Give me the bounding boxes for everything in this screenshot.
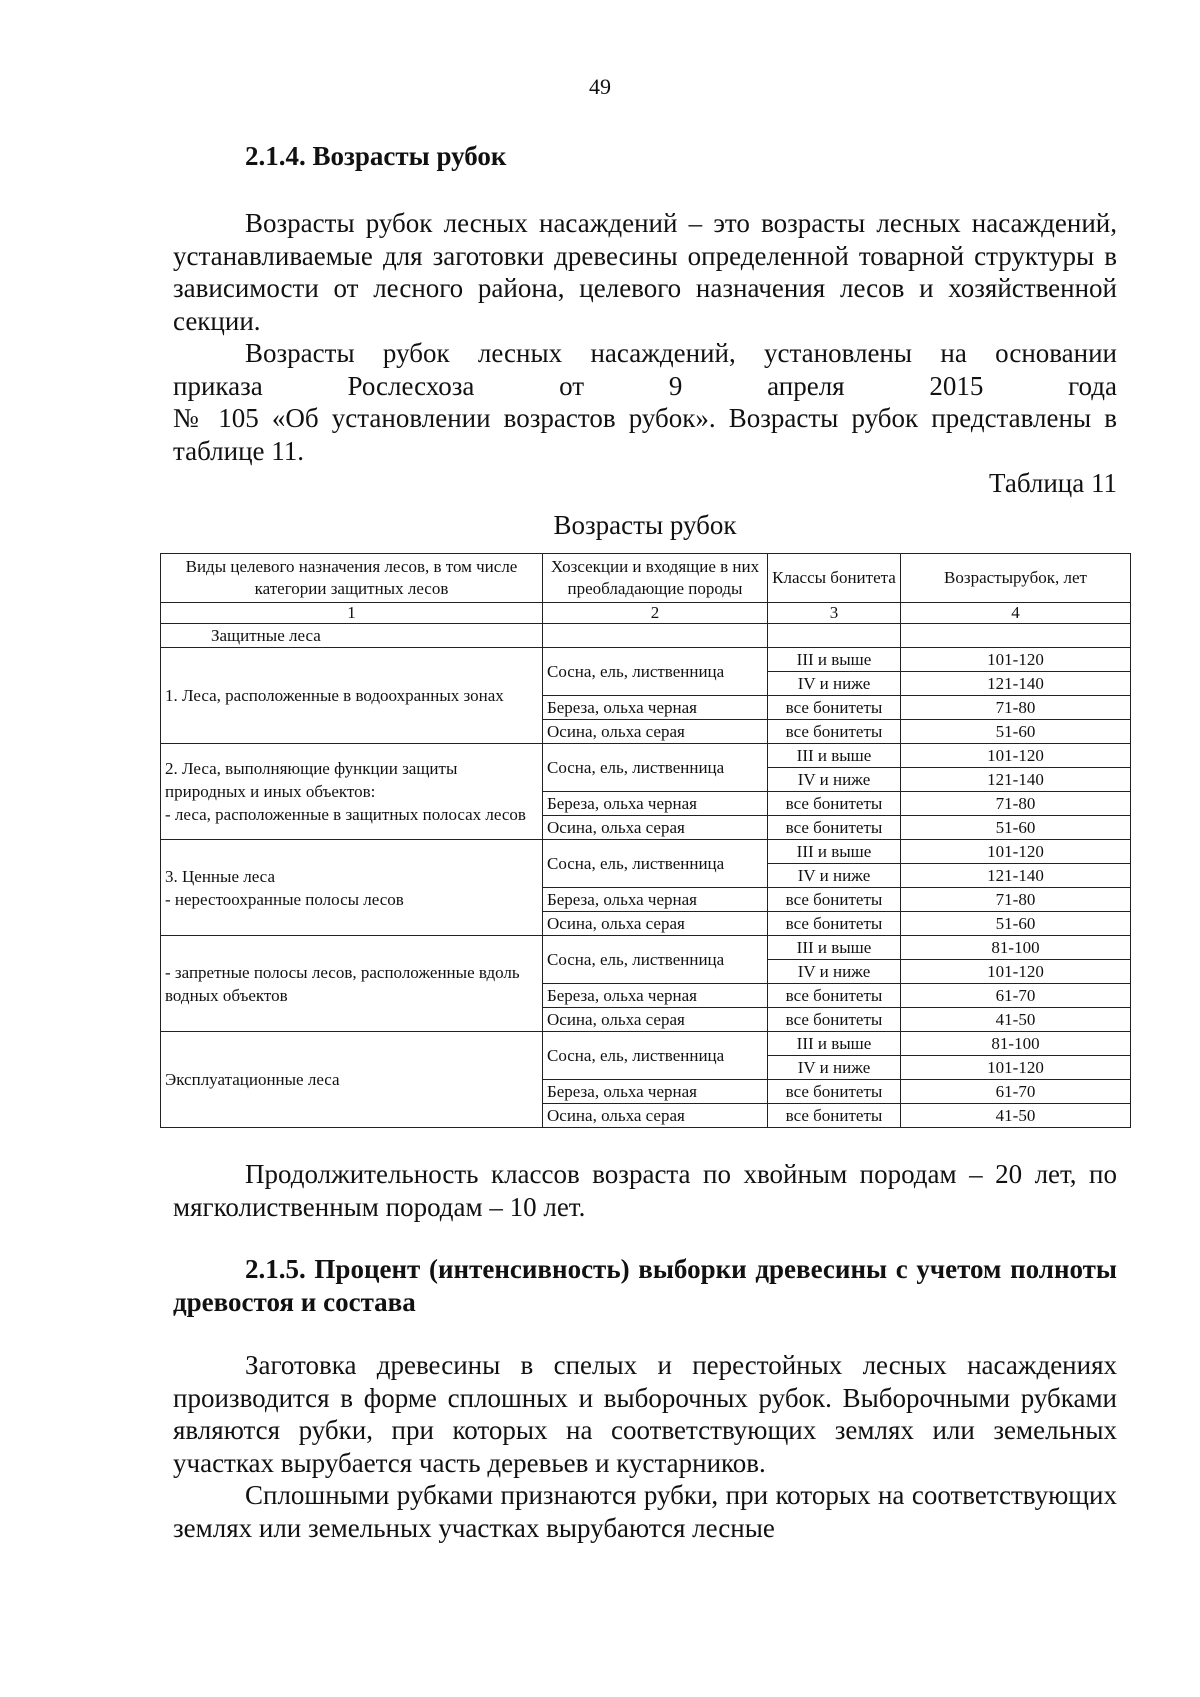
species-cell: Береза, ольха черная [543,696,768,720]
species-cell: Сосна, ель, лиственница [543,1032,768,1080]
section-heading-2-1-4: 2.1.4. Возрасты рубок [245,141,507,171]
species-cell: Сосна, ель, лиственница [543,744,768,792]
site-class-cell: III и выше [768,1032,901,1056]
species-cell: Осина, ольха серая [543,1008,768,1032]
species-cell: Осина, ольха серая [543,720,768,744]
header-site-class: Классы бонитета [768,554,901,603]
site-class-cell: все бонитеты [768,816,901,840]
cutting-age-cell: 121-140 [901,768,1131,792]
species-cell: Береза, ольха черная [543,1080,768,1104]
cutting-age-cell: 71-80 [901,696,1131,720]
cutting-age-cell: 101-120 [901,1056,1131,1080]
cutting-age-cell: 81-100 [901,936,1131,960]
table-number-row [161,603,1131,624]
paragraph-cutting-ages-definition: Возрасты рубок лесных насаждений – это возрасты лесных насаждений, устанавливаемые для заготовки древесины определенной товарной структуры в зависимости от лесного района, целевого назначения лесов и хозяйственной секции. [173,208,1117,336]
cutting-age-cell: 61-70 [901,1080,1131,1104]
species-cell: Сосна, ель, лиственница [543,840,768,888]
table-row [161,840,1131,864]
column-number: 4 [901,603,1131,624]
forest-category-cell: - запретные полосы лесов, расположенные вдоль водных объектов [161,936,543,1032]
site-class-cell: III и выше [768,936,901,960]
table-row [161,1032,1131,1056]
paragraph-clear-cuttings: Сплошными рубками признаются рубки, при которых на соответствующих землях или земельных участках вырубаются лесные [173,1480,1117,1543]
table-row [161,648,1131,672]
species-cell: Осина, ольха серая [543,816,768,840]
cutting-age-cell: 101-120 [901,960,1131,984]
table-title: Возрасты рубок [553,510,737,540]
cutting-age-cell: 41-50 [901,1104,1131,1128]
site-class-cell: все бонитеты [768,720,901,744]
site-class-cell: все бонитеты [768,1008,901,1032]
empty-cell [543,624,768,648]
table-section-row [161,624,1131,648]
site-class-cell: IV и ниже [768,672,901,696]
cutting-age-cell: 101-120 [901,648,1131,672]
species-cell: Сосна, ель, лиственница [543,936,768,984]
header-cutting-age: Возрастырубок, лет [901,554,1131,603]
paragraph-age-class-duration: Продолжительность классов возраста по хвойным породам – 20 лет, по мягколиственным породам – 10 лет. [173,1159,1117,1222]
cutting-age-cell: 101-120 [901,840,1131,864]
site-class-cell: III и выше [768,744,901,768]
species-cell: Береза, ольха черная [543,984,768,1008]
header-forest-purpose: Виды целевого назначения лесов, в том числе категории защитных лесов [161,554,543,603]
table-groups [161,648,1131,1128]
column-number: 1 [161,603,543,624]
cutting-age-cell: 71-80 [901,888,1131,912]
table-label: Таблица 11 [989,468,1117,498]
header-sections-species: Хозсекции и входящие в них преобладающие породы [543,554,768,603]
table-row [161,936,1131,960]
forest-category-cell: 3. Ценные леса - нерестоохранные полосы лесов [161,840,543,936]
cutting-age-cell: 101-120 [901,744,1131,768]
section-heading-2-1-5: 2.1.5. Процент (интенсивность) выборки древесины с учетом полноты древостоя и состава [173,1254,1117,1317]
paragraph-harvest-forms: Заготовка древесины в спелых и перестойных лесных насаждениях производится в форме сплошных и выборочных рубок. Выборочными рубками являются рубки, при которых на соответствующих землях или земельных участках вырубается часть деревьев и кустарников. [173,1350,1117,1478]
cutting-age-cell: 121-140 [901,864,1131,888]
empty-cell [901,624,1131,648]
cutting-age-cell: 41-50 [901,1008,1131,1032]
page-number: 49 [589,74,611,99]
species-cell: Осина, ольха серая [543,912,768,936]
cutting-age-cell: 71-80 [901,792,1131,816]
paragraph-order-line1: Возрасты рубок лесных насаждений, установлены на основании [245,338,1117,368]
site-class-cell: все бонитеты [768,1104,901,1128]
site-class-cell: все бонитеты [768,984,901,1008]
site-class-cell: III и выше [768,840,901,864]
site-class-cell: IV и ниже [768,960,901,984]
site-class-cell: III и выше [768,648,901,672]
site-class-cell: IV и ниже [768,768,901,792]
site-class-cell: все бонитеты [768,696,901,720]
species-cell: Осина, ольха серая [543,1104,768,1128]
section-protective-forests: Защитные леса [161,624,543,648]
site-class-cell: IV и ниже [768,864,901,888]
cutting-age-cell: 51-60 [901,816,1131,840]
table-row [161,744,1131,768]
forest-category-cell: Эксплуатационные леса [161,1032,543,1128]
column-number: 3 [768,603,901,624]
cutting-age-cell: 51-60 [901,720,1131,744]
cutting-age-cell: 121-140 [901,672,1131,696]
cutting-age-cell: 61-70 [901,984,1131,1008]
cutting-age-cell: 81-100 [901,1032,1131,1056]
site-class-cell: все бонитеты [768,912,901,936]
forest-category-cell: 2. Леса, выполняющие функции защиты природных и иных объектов: - леса, расположенные в защитных полосах лесов [161,744,543,840]
cutting-age-cell: 51-60 [901,912,1131,936]
paragraph-order-line2: приказа Рослесхоза от 9 апреля 2015 года [173,370,1117,401]
site-class-cell: все бонитеты [768,888,901,912]
site-class-cell: все бонитеты [768,1080,901,1104]
species-cell: Береза, ольха черная [543,888,768,912]
site-class-cell: IV и ниже [768,1056,901,1080]
species-cell: Береза, ольха черная [543,792,768,816]
page-content [165,140,1117,1544]
forest-category-cell: 1. Леса, расположенные в водоохранных зонах [161,648,543,744]
site-class-cell: все бонитеты [768,792,901,816]
column-number: 2 [543,603,768,624]
paragraph-order-rest: № 105 «Об установлении возрастов рубок». Возрасты рубок представлены в таблице 11. [173,403,1117,466]
empty-cell [768,624,901,648]
cutting-ages-table [160,553,1131,1128]
table-header-row [161,554,1131,603]
species-cell: Сосна, ель, лиственница [543,648,768,696]
